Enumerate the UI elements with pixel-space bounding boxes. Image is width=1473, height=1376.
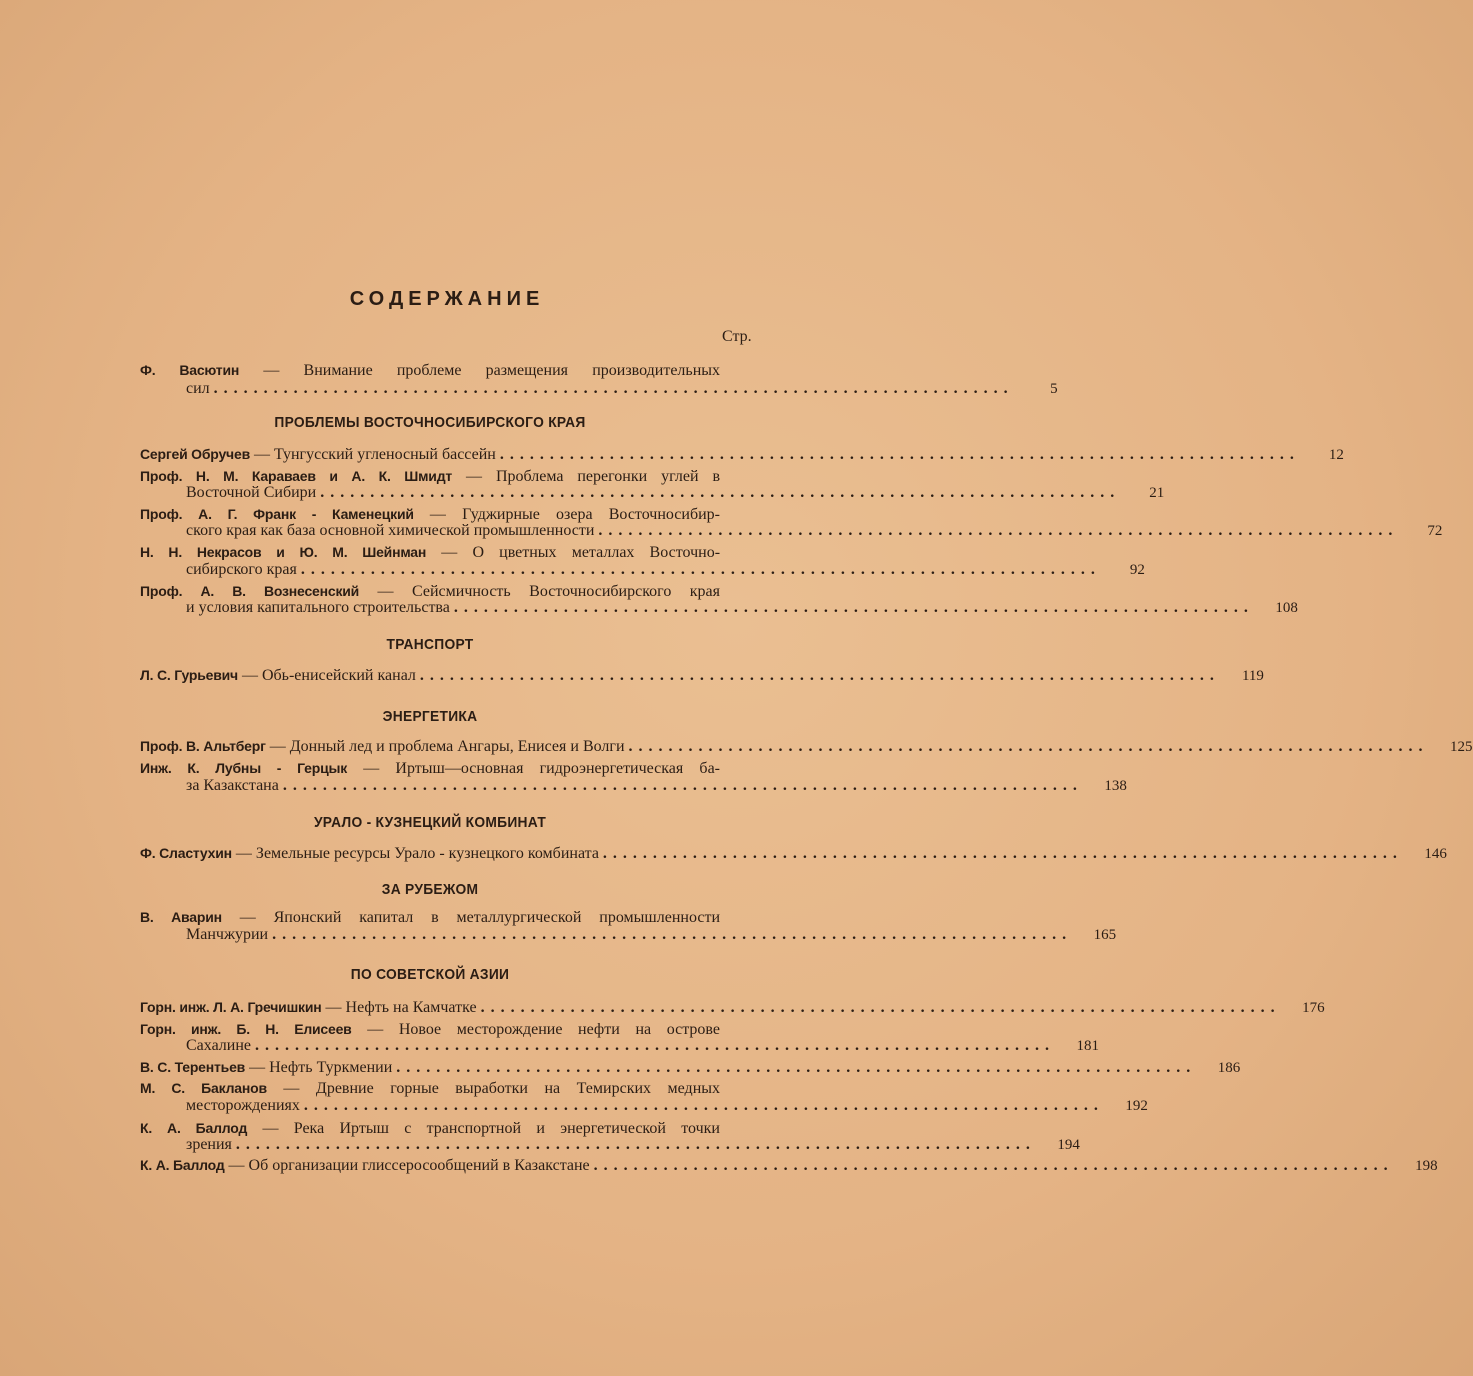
- entry-text: [140, 926, 268, 944]
- entry-text: Горн. инж. Л. А. Гречишкин — Нефть на Камчатке: [140, 999, 477, 1016]
- entry-title: Иртыш—основная гидроэнергетическая ба-: [395, 760, 720, 777]
- page-number: 72: [1427, 523, 1443, 539]
- entry-title: Гуджирные озера Восточносибир-: [462, 506, 720, 523]
- toc-entry-line[interactable]: [140, 738, 1473, 757]
- dot-leader: ................................................................................: [628, 738, 1429, 755]
- dot-leader: ................................................................................: [499, 446, 1300, 463]
- entry-text: К. А. Баллод — Об организации глиссеросообщений в Казакстане: [140, 1157, 590, 1174]
- dot-leader: ................................................................................: [300, 561, 1101, 578]
- entry-title: и условия капитального строительства: [186, 599, 450, 616]
- entry-title: Восточной Сибири: [186, 484, 317, 501]
- page-column-label: Стр.: [722, 328, 752, 345]
- dot-leader: ................................................................................: [272, 926, 1073, 943]
- entry-author: Проф. В. Альтберг: [140, 738, 266, 754]
- entry-text: [140, 484, 316, 502]
- entry-title: Сахалине: [186, 1037, 252, 1054]
- entry-title: Проблема перегонки углей в: [495, 468, 721, 485]
- dot-leader: ................................................................................: [396, 1059, 1197, 1076]
- entry-title: Новое месторождение нефти на острове: [398, 1021, 720, 1038]
- section-heading: ЭНЕРГЕТИКА: [382, 708, 478, 725]
- entry-text: Проф. А. Г. Франк - Каменецкий — Гуджирные озера Восточносибир-: [140, 506, 720, 523]
- entry-title: Древние горные выработки на Темирских медных: [315, 1080, 721, 1097]
- page-number: 186: [1217, 1060, 1241, 1076]
- toc-entry-line[interactable]: [140, 667, 1264, 686]
- entry-author: М. С. Бакланов: [140, 1080, 267, 1096]
- dot-leader: ................................................................................: [235, 1136, 1036, 1153]
- toc-entry-line[interactable]: [140, 561, 1145, 580]
- dot-leader: ................................................................................: [213, 380, 1014, 397]
- toc-entry-line[interactable]: [140, 362, 758, 381]
- entry-title: Обь-енисейский канал: [261, 667, 416, 684]
- page-number: 176: [1302, 1000, 1325, 1016]
- entry-title: за Казакстана: [186, 777, 279, 794]
- entry-title: месторождениях: [186, 1097, 300, 1114]
- entry-author: Проф. А. В. Вознесенский: [140, 583, 360, 599]
- page-number: 165: [1093, 927, 1117, 943]
- entry-text: [140, 1037, 251, 1055]
- section-heading: ТРАНСПОРТ: [386, 636, 474, 653]
- toc-entry-line[interactable]: [140, 845, 1447, 864]
- entry-title: Об организации глиссеросообщений в Казакстане: [248, 1157, 590, 1174]
- page-number: 12: [1328, 447, 1344, 463]
- page-number: 146: [1424, 846, 1447, 862]
- entry-text: [140, 1136, 232, 1154]
- entry-title: Сейсмичность Восточносибирского края: [412, 583, 721, 600]
- dot-leader: ................................................................................: [255, 1037, 1056, 1054]
- page-number: 92: [1129, 562, 1145, 578]
- entry-text: В. Аварин — Японский капитал в металлургической промышленности: [140, 909, 720, 926]
- entry-author: Ф. Сластухин: [140, 845, 232, 861]
- entry-author: Ф. Васютин: [140, 362, 240, 378]
- entry-text: Проф. А. В. Вознесенский — Сейсмичность Восточносибирского края: [140, 583, 721, 600]
- entry-text: Н. Н. Некрасов и Ю. М. Шейнман — О цветных металлах Восточно-: [140, 544, 721, 561]
- toc-entry-line[interactable]: [140, 926, 1117, 945]
- entry-text: Сергей Обручев — Тунгусский угленосный бассейн: [140, 446, 496, 463]
- entry-author: Л. С. Гурьевич: [140, 667, 238, 683]
- section-heading: ПРОБЛЕМЫ ВОСТОЧНОСИБИРСКОГО КРАЯ: [274, 414, 586, 431]
- entry-text: Ф. Сластухин — Земельные ресурсы Урало - кузнецкого комбината: [140, 845, 599, 862]
- page-number: 181: [1076, 1038, 1100, 1054]
- dot-leader: ................................................................................: [593, 1157, 1394, 1174]
- entry-text: [140, 380, 210, 398]
- entry-author: К. А. Баллод: [140, 1120, 248, 1136]
- entry-text: [140, 522, 594, 540]
- entry-title: сибирского края: [186, 561, 297, 578]
- entry-title: сил: [186, 380, 210, 397]
- entry-title: Земельные ресурсы Урало - кузнецкого комбината: [255, 845, 599, 862]
- page-number: 119: [1241, 668, 1264, 684]
- page-title: СОДЕРЖАНИЕ: [349, 288, 545, 310]
- dot-leader: ................................................................................: [419, 667, 1220, 684]
- toc-entry-line[interactable]: [140, 1059, 1241, 1078]
- entry-author: Горн. инж. Б. Н. Елисеев: [140, 1021, 352, 1037]
- toc-entry-line[interactable]: [140, 380, 1058, 399]
- entry-title: Река Иртыш с транспортной и энергетической точки: [293, 1120, 720, 1137]
- toc-entry-line[interactable]: [140, 777, 1127, 796]
- dot-leader: ................................................................................: [303, 1097, 1104, 1114]
- page-number: 194: [1057, 1137, 1080, 1153]
- toc-entry-line[interactable]: [140, 1037, 1100, 1056]
- page-number: 125: [1450, 739, 1473, 755]
- section-heading: ЗА РУБЕЖОМ: [381, 881, 479, 898]
- entry-title: Нефть Туркмении: [269, 1059, 393, 1076]
- toc-entry-line[interactable]: [140, 999, 1325, 1018]
- entry-text: [140, 561, 297, 579]
- entry-title: ского края как база основной химической промышленности: [186, 522, 595, 539]
- section-heading: УРАЛО - КУЗНЕЦКИЙ КОМБИНАТ: [313, 814, 547, 831]
- toc-entry-line[interactable]: [140, 446, 1344, 465]
- toc-entry-line[interactable]: [140, 522, 1443, 541]
- entry-text: Проф. В. Альтберг — Донный лед и проблема Ангары, Енисея и Волги: [140, 738, 625, 755]
- dot-leader: ................................................................................: [480, 999, 1281, 1016]
- toc-entry-line[interactable]: [140, 1097, 1148, 1116]
- entry-title: Японский капитал в металлургической промышленности: [273, 909, 720, 926]
- entry-author: В. Аварин: [140, 909, 222, 925]
- entry-text: Л. С. Гурьевич — Обь-енисейский канал: [140, 667, 416, 684]
- entry-author: В. С. Терентьев: [140, 1059, 246, 1075]
- toc-entry-line[interactable]: [140, 1136, 1080, 1155]
- entry-title: О цветных металлах Восточно-: [472, 544, 721, 561]
- entry-author: Проф. Н. М. Караваев и А. К. Шмидт: [140, 468, 453, 484]
- toc-entry-line[interactable]: [140, 484, 1165, 503]
- entry-author: Инж. К. Лубны - Герцык: [140, 760, 348, 776]
- dot-leader: ................................................................................: [602, 845, 1403, 862]
- page-number: 198: [1415, 1158, 1438, 1174]
- entry-text: [140, 599, 450, 617]
- entry-title: Донный лед и проблема Ангары, Енисея и Волги: [289, 738, 625, 755]
- entry-text: Горн. инж. Б. Н. Елисеев — Новое месторождение нефти на острове: [140, 1021, 720, 1038]
- entry-text: К. А. Баллод — Река Иртыш с транспортной и энергетической точки: [140, 1120, 720, 1137]
- entry-title: зрения: [186, 1136, 232, 1153]
- page-number: 108: [1275, 600, 1298, 616]
- page-number: 192: [1125, 1098, 1148, 1114]
- entry-author: Н. Н. Некрасов и Ю. М. Шейнман: [140, 544, 427, 560]
- entry-title: Тунгусский угленосный бассейн: [273, 446, 496, 463]
- section-heading: ПО СОВЕТСКОЙ АЗИИ: [350, 966, 510, 983]
- toc-entry-line[interactable]: [140, 599, 1298, 618]
- toc-entry-line[interactable]: [140, 1157, 1438, 1176]
- dot-leader: ................................................................................: [320, 484, 1121, 501]
- page-number: 21: [1149, 485, 1165, 501]
- entry-author: Сергей Обручев: [140, 446, 250, 462]
- entry-title: Внимание проблеме размещения производительных: [303, 362, 721, 379]
- entry-author: Горн. инж. Л. А. Гречишкин: [140, 999, 322, 1015]
- entry-text: [140, 1097, 300, 1115]
- entry-author: К. А. Баллод: [140, 1157, 225, 1173]
- entry-text: [140, 777, 279, 795]
- entry-text: Ф. Васютин — Внимание проблеме размещения производительных: [140, 362, 721, 379]
- page-number: 138: [1104, 778, 1127, 794]
- dot-leader: ................................................................................: [598, 522, 1399, 539]
- entry-author: Проф. А. Г. Франк - Каменецкий: [140, 506, 414, 522]
- page-number: 5: [1050, 381, 1058, 397]
- entry-text: Инж. К. Лубны - Герцык — Иртыш—основная гидроэнергетическая ба-: [140, 760, 720, 777]
- dot-leader: ................................................................................: [453, 599, 1254, 616]
- entry-text: В. С. Терентьев — Нефть Туркмении: [140, 1059, 393, 1076]
- dot-leader: ................................................................................: [282, 777, 1083, 794]
- entry-title: Манчжурии: [186, 926, 269, 943]
- entry-title: Нефть на Камчатке: [345, 999, 477, 1016]
- entry-text: М. С. Бакланов — Древние горные выработки на Темирских медных: [140, 1080, 721, 1097]
- entry-text: Проф. Н. М. Караваев и А. К. Шмидт — Проблема перегонки углей в: [140, 468, 721, 485]
